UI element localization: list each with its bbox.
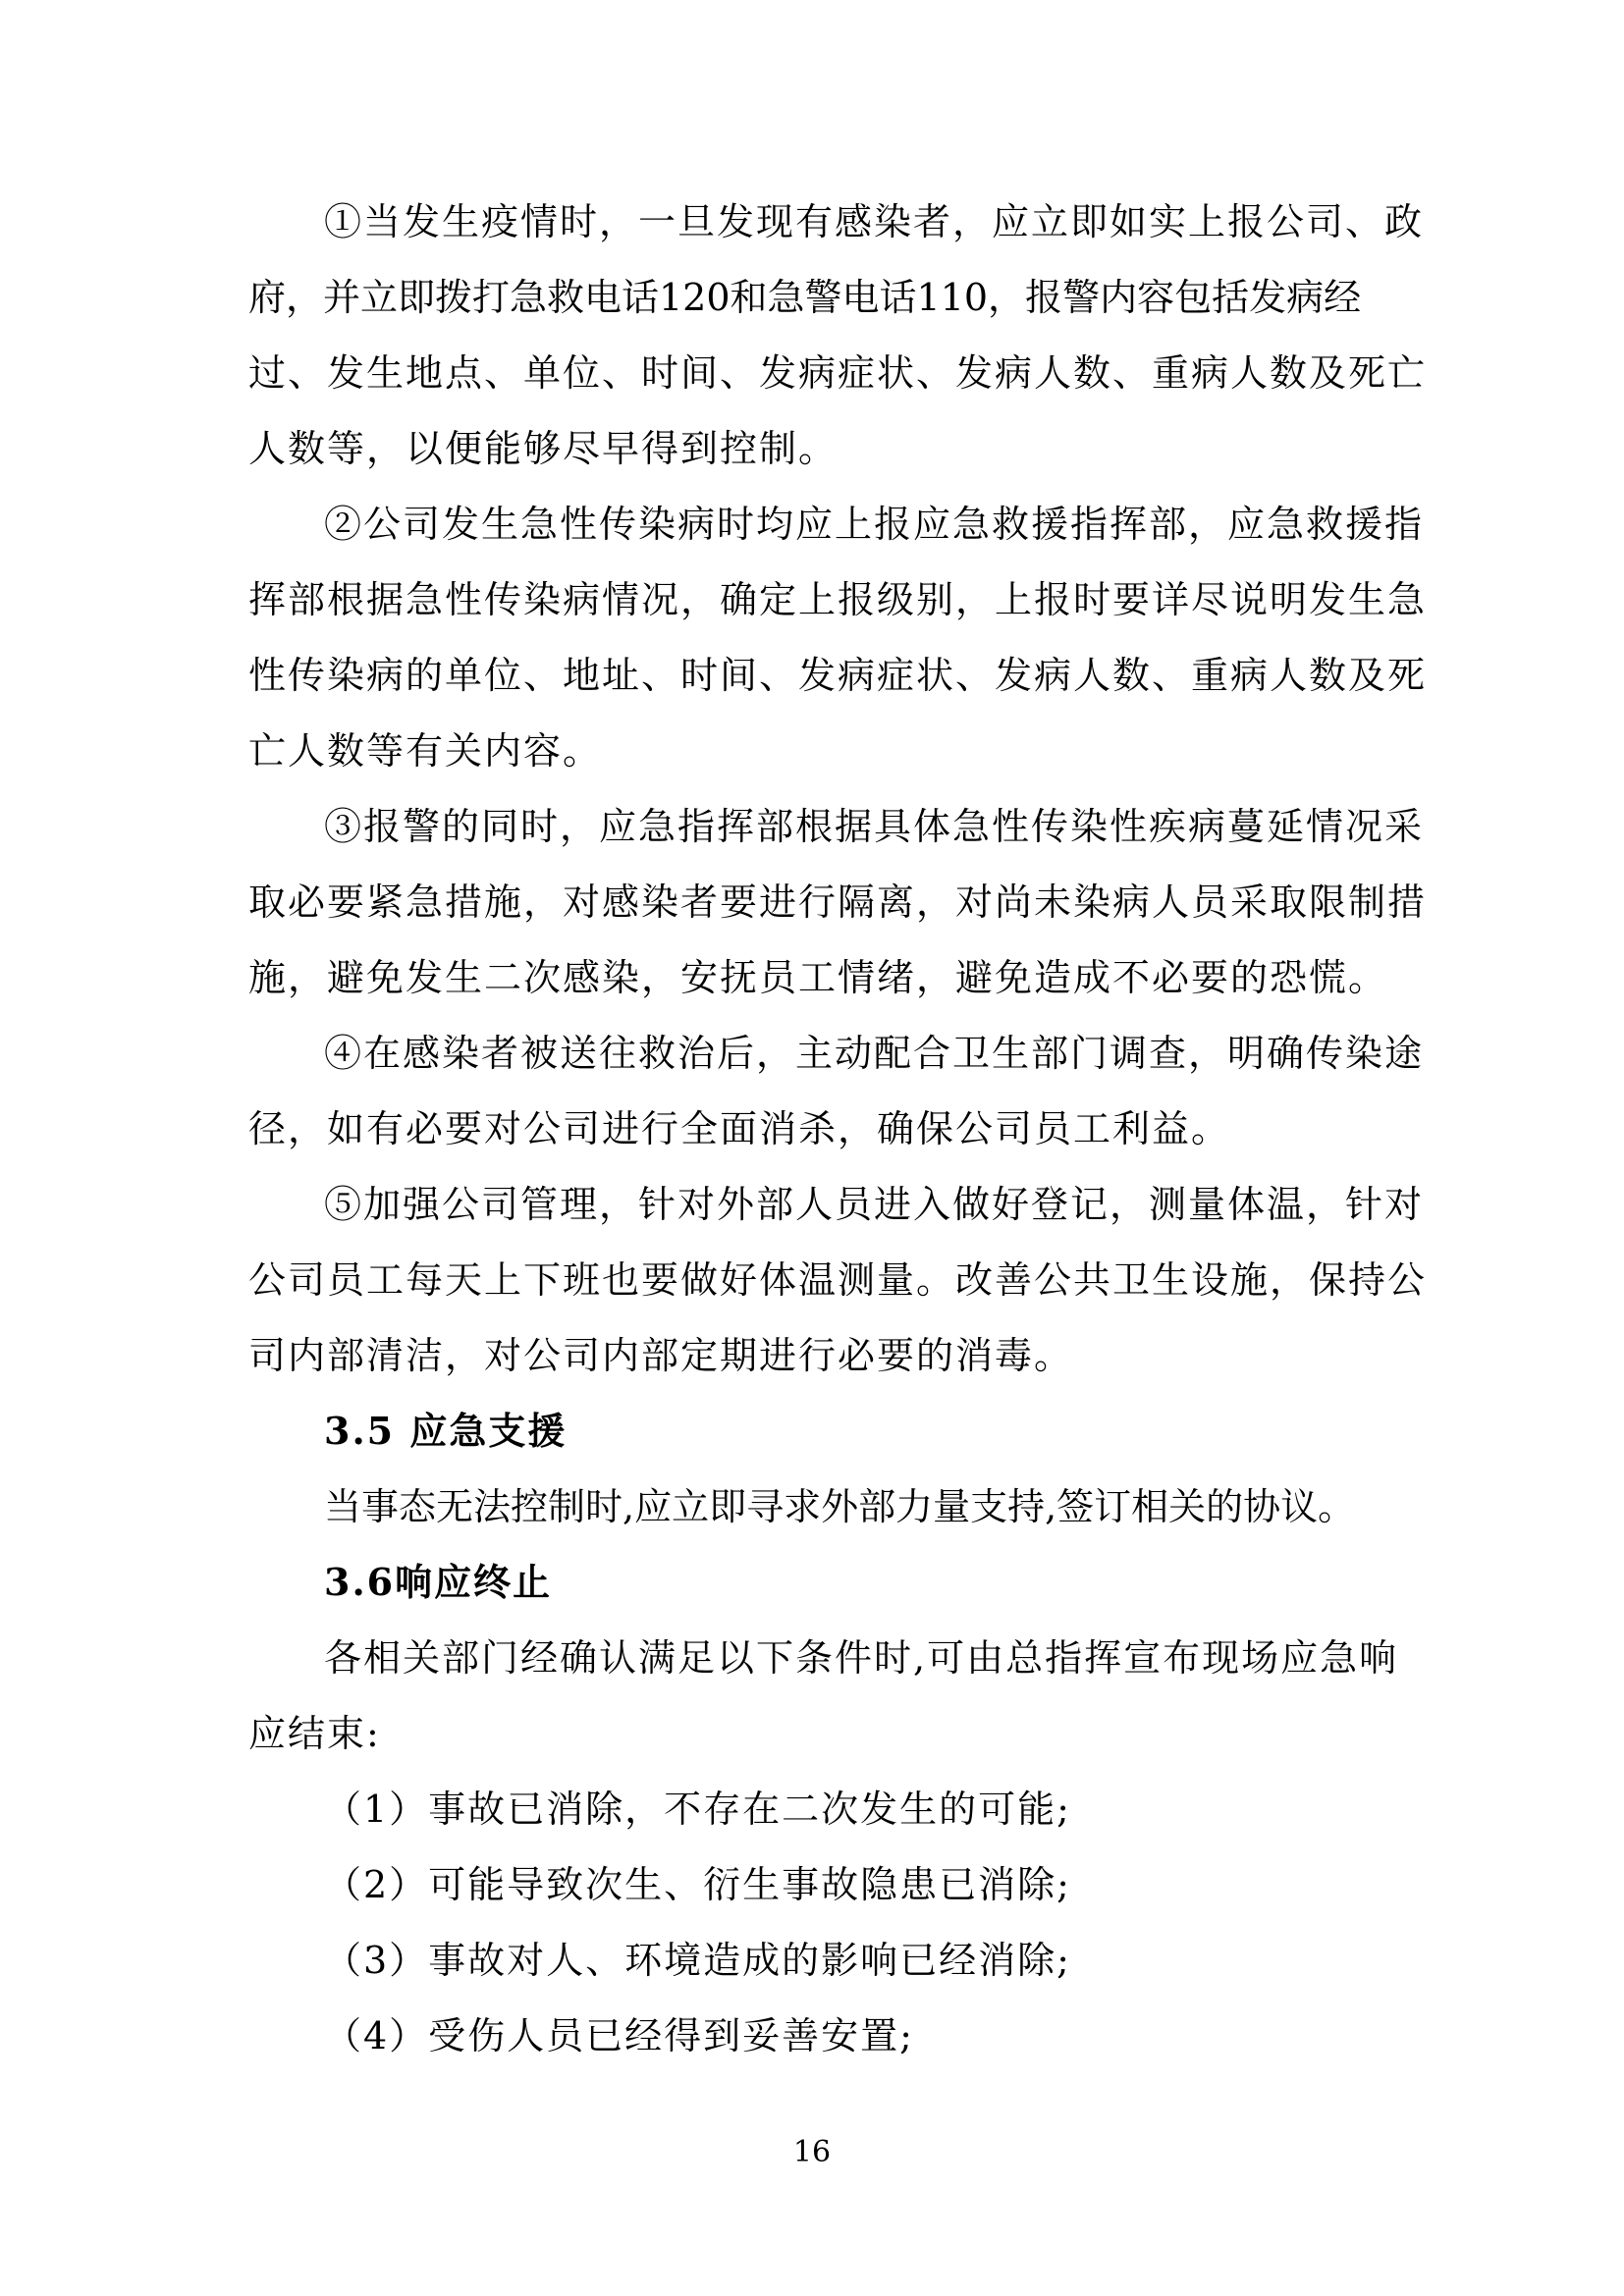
condition-item-2: （2）可能导致次生、衍生事故隐患已消除;: [324, 1863, 1071, 1906]
section-heading-3-6: 3.6响应终止: [324, 1560, 553, 1604]
condition-item-1: （1）事故已消除，不存在二次发生的可能;: [324, 1788, 1071, 1831]
paragraph-3-line-3: 施，避免发生二次感染，安抚员工情绪，避免造成不必要的恐慌。: [248, 956, 1388, 999]
section-3-5-text: 当事态无法控制时,应立即寻求外部力量支持,签订相关的协议。: [324, 1485, 1356, 1528]
paragraph-1-line-2: 府，并立即拨打急救电话120和急警电话110，报警内容包括发病经: [248, 276, 1362, 319]
section-3-6-line-2: 应结束:: [248, 1712, 381, 1755]
condition-item-4: （4）受伤人员已经得到妥善安置;: [324, 2014, 914, 2057]
paragraph-1-line-1: ①当发生疫情时，一旦发现有感染者，应立即如实上报公司、政: [324, 200, 1425, 243]
paragraph-2-line-4: 亡人数等有关内容。: [248, 729, 603, 773]
paragraph-5-line-3: 司内部清洁，对公司内部定期进行必要的消毒。: [248, 1334, 1074, 1377]
paragraph-2-line-2: 挥部根据急性传染病情况，确定上报级别，上报时要详尽说明发生急: [248, 578, 1428, 621]
condition-item-3: （3）事故对人、环境造成的影响已经消除;: [324, 1939, 1071, 1982]
paragraph-4-line-1: ④在感染者被送往救治后，主动配合卫生部门调查，明确传染途: [324, 1032, 1425, 1075]
paragraph-5-line-2: 公司员工每天上下班也要做好体温测量。改善公共卫生设施，保持公: [248, 1258, 1428, 1302]
paragraph-4-line-2: 径，如有必要对公司进行全面消杀，确保公司员工利益。: [248, 1107, 1231, 1150]
paragraph-3-line-1: ③报警的同时，应急指挥部根据具体急性传染性疾病蔓延情况采: [324, 805, 1425, 848]
paragraph-5-line-1: ⑤加强公司管理，针对外部人员进入做好登记，测量体温，针对: [324, 1183, 1425, 1226]
section-heading-3-5: 3.5 应急支援: [324, 1409, 568, 1453]
paragraph-3-line-2: 取必要紧急措施，对感染者要进行隔离，对尚未染病人员采取限制措: [248, 881, 1428, 924]
paragraph-2-line-1: ②公司发生急性传染病时均应上报应急救援指挥部，应急救援指: [324, 503, 1425, 546]
paragraph-1-line-4: 人数等，以便能够尽早得到控制。: [248, 427, 839, 470]
page-number: 16: [792, 2135, 832, 2169]
paragraph-2-line-3: 性传染病的单位、地址、时间、发病症状、发病人数、重病人数及死: [248, 654, 1428, 697]
section-3-6-line-1: 各相关部门经确认满足以下条件时,可由总指挥宣布现场应急响: [324, 1636, 1399, 1680]
paragraph-1-line-3: 过、发生地点、单位、时间、发病症状、发病人数、重病人数及死亡: [248, 351, 1428, 395]
